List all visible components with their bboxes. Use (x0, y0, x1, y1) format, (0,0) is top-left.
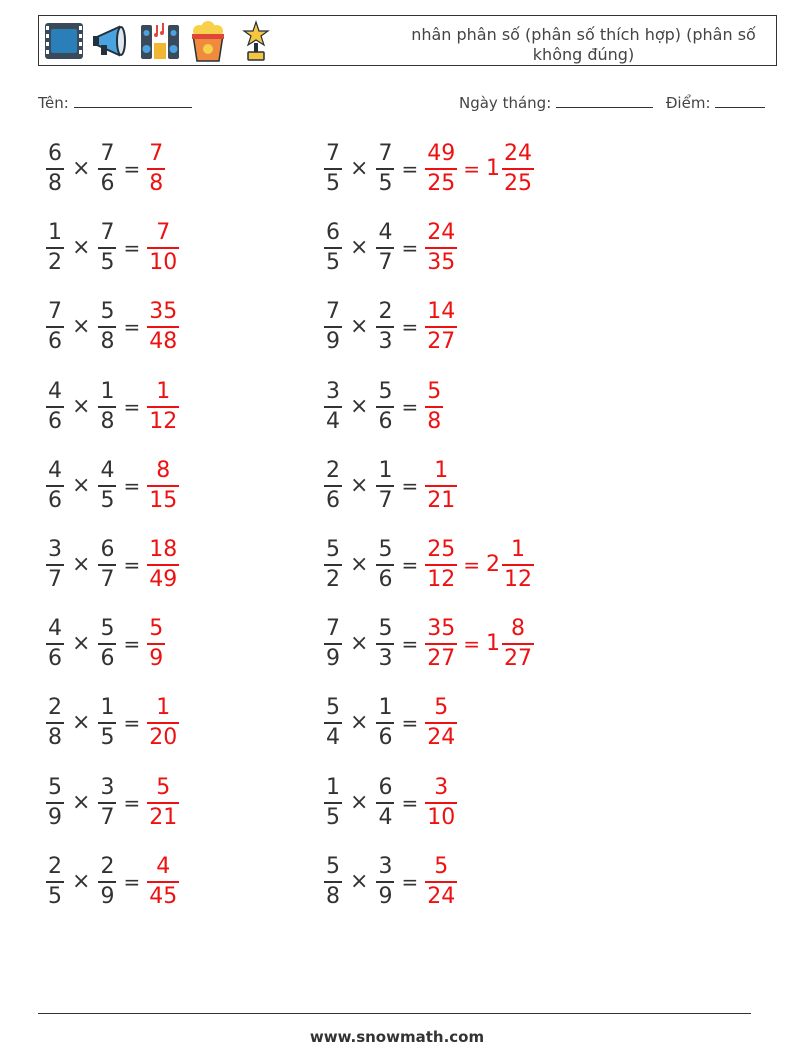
denominator: 2 (326, 567, 340, 592)
fraction (425, 618, 457, 670)
equals-sign: = (401, 791, 419, 815)
fraction (324, 222, 342, 274)
denominator: 5 (100, 488, 115, 513)
equals-sign: = (123, 870, 141, 894)
fraction (46, 222, 64, 274)
numerator: 8 (156, 458, 171, 483)
equals-sign: = (123, 157, 141, 181)
equals-sign: = (401, 315, 419, 339)
fraction (46, 539, 64, 591)
numerator: 7 (149, 141, 164, 166)
film-frame-icon (43, 19, 85, 63)
fraction (147, 697, 179, 749)
numerator: 7 (326, 616, 340, 641)
denominator: 6 (100, 646, 115, 671)
numerator: 7 (156, 220, 171, 245)
denominator: 6 (48, 329, 62, 354)
times-sign: × (72, 790, 91, 815)
problem-row (324, 539, 534, 591)
fraction (46, 301, 64, 353)
numerator: 5 (326, 854, 340, 879)
numerator: 3 (100, 775, 115, 800)
fraction (98, 777, 116, 829)
denominator: 7 (100, 805, 115, 830)
denominator: 9 (326, 646, 340, 671)
numerator: 3 (434, 775, 449, 800)
denominator: 9 (149, 646, 164, 671)
fraction (324, 301, 342, 353)
equals-sign: = (123, 236, 141, 260)
fraction (147, 381, 179, 433)
times-sign: × (72, 631, 91, 656)
equals-sign: = (401, 711, 419, 735)
problem-row (324, 856, 457, 908)
numerator: 1 (378, 458, 393, 483)
equals-sign: = (401, 236, 419, 260)
problem-row (46, 143, 165, 195)
page-title: nhân phân số (phân số thích hợp) (phân số không đúng) (411, 25, 756, 64)
denominator: 2 (48, 250, 62, 275)
denominator: 9 (100, 884, 115, 909)
fraction (147, 460, 179, 512)
numerator: 7 (48, 299, 62, 324)
denominator: 27 (427, 646, 456, 671)
fraction (147, 222, 179, 274)
denominator: 6 (48, 409, 62, 434)
denominator: 21 (427, 488, 456, 513)
fraction (502, 539, 534, 591)
mixed-whole: 1 (485, 631, 500, 656)
denominator: 3 (378, 646, 393, 671)
equals-sign: = (401, 870, 419, 894)
times-sign: × (72, 473, 91, 498)
denominator: 7 (378, 488, 393, 513)
problem-row (324, 143, 534, 195)
numerator: 5 (156, 775, 171, 800)
numerator: 6 (326, 220, 340, 245)
equals-sign: = (123, 474, 141, 498)
fraction (425, 381, 443, 433)
numerator: 1 (156, 379, 171, 404)
denominator: 45 (149, 884, 178, 909)
denominator: 6 (48, 646, 62, 671)
fraction (98, 697, 116, 749)
fraction (98, 618, 116, 670)
denominator: 25 (503, 171, 532, 196)
denominator: 8 (48, 171, 62, 196)
problem-row (46, 460, 179, 512)
fraction (46, 856, 64, 908)
numerator: 14 (427, 299, 456, 324)
fraction (324, 777, 342, 829)
fraction (147, 777, 179, 829)
date-score-fields (459, 93, 765, 112)
fraction (147, 618, 165, 670)
equals-sign: = (401, 632, 419, 656)
numerator: 4 (48, 458, 62, 483)
equals-sign-answer: = (463, 553, 480, 577)
numerator: 35 (149, 299, 178, 324)
numerator: 5 (434, 695, 449, 720)
numerator: 2 (326, 458, 340, 483)
score-blank[interactable] (715, 93, 765, 108)
header-box (38, 15, 777, 66)
problem-row (324, 618, 534, 670)
numerator: 4 (156, 854, 171, 879)
numerator: 5 (100, 299, 115, 324)
numerator: 5 (378, 616, 393, 641)
numerator: 2 (48, 695, 62, 720)
fraction (376, 143, 394, 195)
numerator: 1 (100, 379, 115, 404)
times-sign: × (72, 552, 91, 577)
fraction (425, 539, 457, 591)
numerator: 5 (378, 537, 393, 562)
header-icons (43, 19, 277, 63)
denominator: 8 (100, 409, 115, 434)
denominator: 9 (378, 884, 393, 909)
fraction (324, 381, 342, 433)
fraction (46, 697, 64, 749)
denominator: 21 (149, 805, 178, 830)
problem-row (324, 697, 457, 749)
equals-sign: = (123, 632, 141, 656)
fraction (425, 777, 457, 829)
denominator: 8 (326, 884, 340, 909)
fraction (376, 777, 394, 829)
fraction (376, 460, 394, 512)
denominator: 12 (503, 567, 532, 592)
fraction (98, 222, 116, 274)
denominator: 27 (427, 329, 456, 354)
times-sign: × (350, 235, 369, 260)
times-sign: × (350, 552, 369, 577)
numerator: 5 (427, 379, 442, 404)
fraction (376, 381, 394, 433)
times-sign: × (72, 710, 91, 735)
fraction (324, 856, 342, 908)
times-sign: × (72, 869, 91, 894)
fraction (147, 301, 179, 353)
numerator: 5 (48, 775, 62, 800)
denominator: 35 (427, 250, 456, 275)
fraction (425, 460, 457, 512)
numerator: 7 (100, 141, 115, 166)
equals-sign: = (123, 711, 141, 735)
times-sign: × (350, 631, 369, 656)
star-trophy-icon (235, 19, 277, 63)
times-sign: × (350, 710, 369, 735)
numerator: 24 (503, 141, 532, 166)
fraction (46, 460, 64, 512)
problem-row (46, 301, 179, 353)
times-sign: × (72, 235, 91, 260)
denominator: 15 (149, 488, 178, 513)
times-sign: × (350, 869, 369, 894)
date-blank[interactable] (556, 93, 653, 108)
fraction (46, 618, 64, 670)
problem-row (46, 618, 165, 670)
denominator: 9 (48, 805, 62, 830)
fraction (98, 143, 116, 195)
numerator: 7 (100, 220, 115, 245)
denominator: 5 (378, 171, 393, 196)
denominator: 6 (48, 488, 62, 513)
denominator: 9 (326, 329, 340, 354)
numerator: 5 (326, 537, 340, 562)
denominator: 4 (326, 725, 340, 750)
numerator: 3 (48, 537, 62, 562)
numerator: 25 (427, 537, 456, 562)
denominator: 8 (149, 171, 164, 196)
fraction (502, 618, 534, 670)
denominator: 5 (100, 250, 115, 275)
equals-sign: = (401, 553, 419, 577)
numerator: 6 (378, 775, 393, 800)
numerator: 8 (510, 616, 525, 641)
denominator: 6 (378, 567, 393, 592)
fraction (46, 381, 64, 433)
denominator: 6 (378, 725, 393, 750)
fraction (98, 381, 116, 433)
denominator: 3 (378, 329, 393, 354)
fraction (376, 856, 394, 908)
fraction (98, 539, 116, 591)
denominator: 8 (100, 329, 115, 354)
fraction (46, 777, 64, 829)
fraction (324, 539, 342, 591)
numerator: 1 (378, 695, 393, 720)
denominator: 5 (326, 171, 340, 196)
numerator: 1 (48, 220, 62, 245)
numerator: 3 (378, 854, 393, 879)
megaphone-icon (91, 19, 133, 63)
fraction (147, 856, 179, 908)
date-label: Ngày tháng: (459, 94, 552, 112)
numerator: 7 (326, 299, 340, 324)
problem-row (324, 460, 457, 512)
denominator: 4 (326, 409, 340, 434)
denominator: 8 (48, 725, 62, 750)
fraction (324, 618, 342, 670)
name-blank[interactable] (74, 93, 192, 108)
footer-website: www.snowmath.com (309, 1028, 485, 1046)
denominator: 6 (378, 409, 393, 434)
denominator: 10 (427, 805, 456, 830)
numerator: 4 (100, 458, 115, 483)
denominator: 12 (427, 567, 456, 592)
problem-row (46, 539, 179, 591)
speakers-icon (139, 19, 181, 63)
numerator: 4 (48, 379, 62, 404)
fraction (502, 143, 534, 195)
denominator: 6 (100, 171, 115, 196)
problem-row (46, 697, 179, 749)
numerator: 5 (378, 379, 393, 404)
numerator: 5 (326, 695, 340, 720)
fraction (147, 539, 179, 591)
denominator: 4 (378, 805, 393, 830)
denominator: 5 (326, 250, 340, 275)
numerator: 6 (100, 537, 115, 562)
denominator: 25 (427, 171, 456, 196)
problem-row (46, 856, 179, 908)
fraction (425, 301, 457, 353)
fraction (425, 222, 457, 274)
numerator: 18 (149, 537, 178, 562)
problem-row (324, 777, 457, 829)
fraction (98, 856, 116, 908)
numerator: 6 (48, 141, 62, 166)
equals-sign-answer: = (463, 157, 480, 181)
denominator: 8 (427, 409, 442, 434)
fraction (425, 697, 457, 749)
fraction (46, 143, 64, 195)
denominator: 20 (149, 725, 178, 750)
numerator: 1 (326, 775, 340, 800)
name-field (38, 93, 192, 112)
numerator: 1 (434, 458, 449, 483)
fraction (324, 697, 342, 749)
numerator: 7 (378, 141, 393, 166)
denominator: 48 (149, 329, 178, 354)
denominator: 24 (427, 884, 456, 909)
times-sign: × (350, 473, 369, 498)
denominator: 7 (48, 567, 62, 592)
fraction (376, 301, 394, 353)
numerator: 2 (48, 854, 62, 879)
numerator: 3 (326, 379, 340, 404)
numerator: 35 (427, 616, 456, 641)
times-sign: × (350, 314, 369, 339)
fraction (376, 222, 394, 274)
times-sign: × (72, 394, 91, 419)
equals-sign: = (401, 395, 419, 419)
mixed-whole: 2 (485, 552, 500, 577)
times-sign: × (350, 394, 369, 419)
problem-row (324, 301, 457, 353)
denominator: 27 (503, 646, 532, 671)
problem-row (46, 222, 179, 274)
numerator: 4 (48, 616, 62, 641)
denominator: 5 (326, 805, 340, 830)
equals-sign-answer: = (463, 632, 480, 656)
times-sign: × (72, 314, 91, 339)
numerator: 1 (156, 695, 171, 720)
fraction (425, 856, 457, 908)
equals-sign: = (123, 553, 141, 577)
popcorn-icon (187, 19, 229, 63)
fraction (98, 460, 116, 512)
numerator: 2 (378, 299, 393, 324)
equals-sign: = (123, 315, 141, 339)
fraction (376, 618, 394, 670)
times-sign: × (350, 790, 369, 815)
numerator: 4 (378, 220, 393, 245)
denominator: 10 (149, 250, 178, 275)
denominator: 24 (427, 725, 456, 750)
fraction (376, 539, 394, 591)
equals-sign: = (401, 474, 419, 498)
numerator: 5 (149, 616, 164, 641)
denominator: 12 (149, 409, 178, 434)
mixed-whole: 1 (485, 156, 500, 181)
numerator: 5 (434, 854, 449, 879)
fraction (147, 143, 165, 195)
equals-sign: = (401, 157, 419, 181)
times-sign: × (350, 156, 369, 181)
numerator: 7 (326, 141, 340, 166)
numerator: 1 (100, 695, 115, 720)
equals-sign: = (123, 791, 141, 815)
denominator: 7 (100, 567, 115, 592)
fraction (376, 697, 394, 749)
denominator: 7 (378, 250, 393, 275)
numerator: 24 (427, 220, 456, 245)
times-sign: × (72, 156, 91, 181)
problem-row (46, 381, 179, 433)
score-label: Điểm: (665, 94, 711, 112)
fraction (324, 143, 342, 195)
fraction (324, 460, 342, 512)
numerator: 49 (427, 141, 456, 166)
numerator: 1 (510, 537, 525, 562)
problem-row (324, 222, 457, 274)
denominator: 5 (100, 725, 115, 750)
denominator: 5 (48, 884, 62, 909)
numerator: 2 (100, 854, 115, 879)
fraction (98, 301, 116, 353)
denominator: 6 (326, 488, 340, 513)
problem-row (46, 777, 179, 829)
equals-sign: = (123, 395, 141, 419)
problem-row (324, 381, 443, 433)
footer-divider (38, 1013, 751, 1014)
fraction (425, 143, 457, 195)
name-label: Tên: (38, 94, 69, 112)
denominator: 49 (149, 567, 178, 592)
numerator: 5 (100, 616, 115, 641)
